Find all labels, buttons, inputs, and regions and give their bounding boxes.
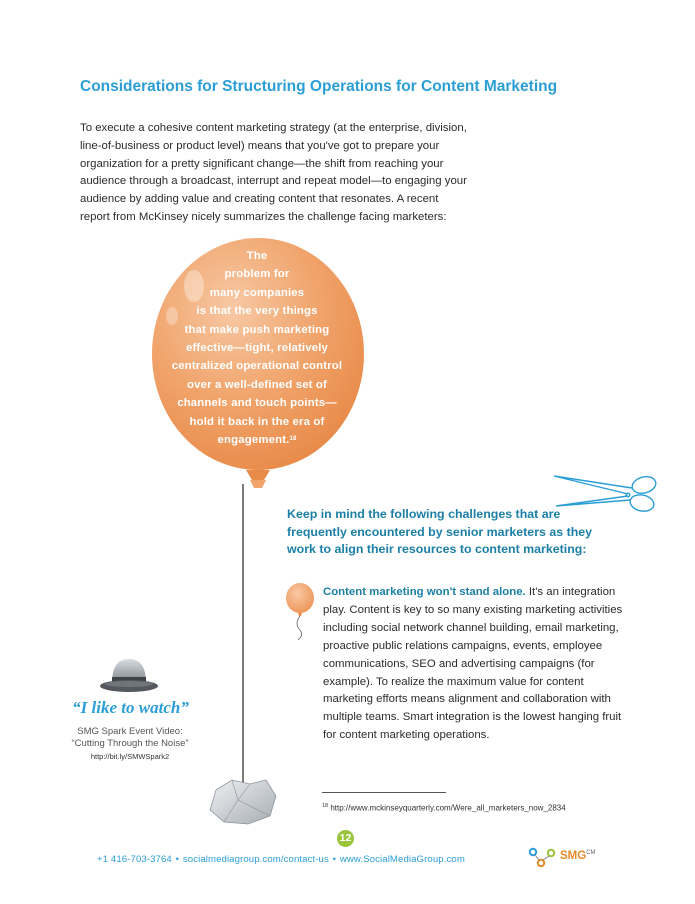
quote-line: effective—tight, relatively xyxy=(185,342,329,355)
quote-footnote-mark[interactable]: 18 xyxy=(289,436,297,443)
quote-line: is that the very things xyxy=(196,305,318,318)
footer-separator: • xyxy=(175,854,180,865)
quote-line: The xyxy=(246,250,268,262)
challenge-item xyxy=(323,584,628,745)
quote-line: many companies xyxy=(209,286,305,299)
footer-contact-link[interactable]: socialmediagroup.com/contact-us xyxy=(182,854,329,865)
smg-logo-mark: CM xyxy=(586,850,596,857)
callout-line: Keep in mind the following challenges that are xyxy=(287,507,561,521)
footnote xyxy=(322,803,566,813)
quote-last-text: engagement. xyxy=(217,434,290,447)
quote-line xyxy=(150,431,364,449)
callout xyxy=(287,506,637,559)
sidebar-subtitle-line: “Cutting Through the Noise” xyxy=(71,737,189,749)
smg-logo-name: SMG xyxy=(560,850,587,862)
challenge-body: It's an integration play. Content is key to so many existing marketing activities including social network channel building, email marketing, proactive public relations campaigns, events, employee communications, SEO and advertising campaigns (for example). To realize the maximum value for content marketing efforts means alignment and collaboration with multiple teams. Smart integration is the lowest hanging fruit for content marketing operations. xyxy=(323,586,623,742)
quote-line: channels and touch points— xyxy=(177,397,337,410)
page-title: Considerations for Structuring Operations for Content Marketing xyxy=(80,78,558,95)
page-number: 12 xyxy=(337,830,354,847)
mini-balloon-icon xyxy=(284,582,318,640)
intro-paragraph: To execute a cohesive content marketing strategy (at the enterprise, division, line-of-business or product level) means that you've got to prepare your organization for a pretty significant change—the shift from reaching your audience through a broadcast, interrupt and repeat model—to engaging your audience by adding value and creating content that resonates. A recent report from McKinsey nicely summarizes the challenge facing marketers: xyxy=(80,122,467,223)
smg-logo-icon xyxy=(528,844,560,870)
quote-line: over a well-defined set of xyxy=(187,378,327,391)
bowler-hat-icon xyxy=(98,655,160,697)
callout-line: frequently encountered by senior marketers as they xyxy=(287,524,593,539)
quote-line xyxy=(150,413,364,431)
footer-separator: • xyxy=(332,854,337,865)
footer-phone[interactable]: +1 416-703-3764 xyxy=(97,854,172,865)
sidebar-subtitle xyxy=(40,726,220,749)
footnote-link[interactable]: http://www.mckinseyquarterly.com/Were_all_marketers_now_2834 xyxy=(328,803,566,813)
rock-icon xyxy=(204,770,278,826)
smg-logo xyxy=(560,850,596,862)
footnote-divider xyxy=(322,792,446,793)
challenge-lead: Content marketing won't stand alone. xyxy=(323,586,526,598)
balloon-quote xyxy=(150,247,364,449)
sidebar-video-link[interactable]: http://bit.ly/SMWSpark2 xyxy=(90,752,170,761)
quote-line: centralized operational control xyxy=(171,360,343,373)
sidebar-title: “I like to watch” xyxy=(72,698,189,717)
footer-contact xyxy=(97,854,465,865)
balloon-string-icon xyxy=(240,484,246,784)
sidebar-subtitle-line: SMG Spark Event Video: xyxy=(77,726,183,737)
footer-site-link[interactable]: www.SocialMediaGroup.com xyxy=(339,854,465,865)
quote-line: problem for xyxy=(224,268,290,281)
footnote-number: 18 xyxy=(322,803,329,809)
quote-line: that make push marketing xyxy=(184,323,330,336)
quote-line-text: hold it back in the era of xyxy=(189,415,325,428)
callout-line: work to align their resources to content marketing: xyxy=(287,542,587,557)
